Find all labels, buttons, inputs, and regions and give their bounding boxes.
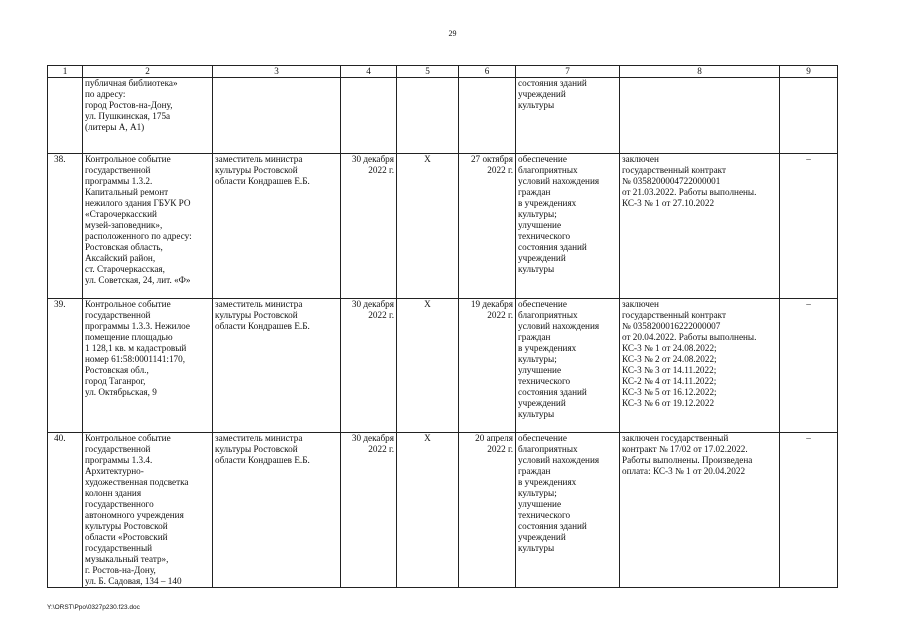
notes-cell: – bbox=[780, 433, 838, 588]
column-header: 9 bbox=[780, 66, 838, 78]
cell-line: Контрольное событие bbox=[85, 299, 171, 309]
cell-line: КС-3 № 3 от 14.11.2022; bbox=[622, 365, 717, 375]
column-header: 8 bbox=[620, 66, 780, 78]
column-header: 2 bbox=[83, 66, 213, 78]
info-cell bbox=[620, 299, 780, 433]
cell-line: Контрольное событие bbox=[85, 154, 171, 164]
cell-line: учреждений bbox=[518, 398, 566, 408]
cell-line: улучшение bbox=[518, 220, 562, 230]
cell-line: 2022 г. bbox=[487, 310, 513, 320]
cell-line: культуры bbox=[518, 409, 555, 419]
row-number-cell: 40. bbox=[48, 433, 83, 588]
event-cell bbox=[83, 154, 213, 299]
cell-line: благоприятных bbox=[518, 310, 578, 320]
cell-line: учреждений bbox=[518, 253, 566, 263]
cell-line: г. Ростов-на-Дону, bbox=[85, 565, 156, 575]
cell-line: КС-3 № 1 от 24.08.2022; bbox=[622, 343, 717, 353]
cell-line: оплата: КС-3 № 1 от 20.04.2022 bbox=[622, 466, 746, 476]
cell-line: (литеры А, А1) bbox=[85, 122, 145, 132]
cell-line: 2022 г. bbox=[368, 310, 394, 320]
cell-line: культуры Ростовской bbox=[215, 165, 298, 175]
cell-line: технического bbox=[518, 510, 571, 520]
cell-line: Ростовская область, bbox=[85, 242, 163, 252]
cell-line: ул. Пушкинская, 175а bbox=[85, 111, 171, 121]
planned-date-cell bbox=[341, 433, 397, 588]
cell-line: колонн здания bbox=[85, 488, 142, 498]
cell-line: государственной bbox=[85, 310, 151, 320]
event-cell bbox=[83, 78, 213, 154]
cell-line: культуры; bbox=[518, 488, 557, 498]
cell-line: государственной bbox=[85, 444, 151, 454]
cell-line: обеспечение bbox=[518, 433, 567, 443]
cell-line: 2022 г. bbox=[487, 444, 513, 454]
cell-line: музыкальный театр», bbox=[85, 554, 169, 564]
cell-line: Ростовская обл., bbox=[85, 365, 149, 375]
row-number-cell: 39. bbox=[48, 299, 83, 433]
cell-line: помещение площадью bbox=[85, 332, 173, 342]
notes-cell: – bbox=[780, 299, 838, 433]
cell-line: программы 1.3.2. bbox=[85, 176, 153, 186]
cell-line: 2022 г. bbox=[368, 165, 394, 175]
cell-line: благоприятных bbox=[518, 165, 578, 175]
actual-date-cell bbox=[459, 299, 516, 433]
cell-line: состояния зданий bbox=[518, 387, 587, 397]
cell-line: КС-3 № 5 от 16.12.2022; bbox=[622, 387, 717, 397]
cell-line: области Кондрашев Е.Б. bbox=[215, 321, 310, 331]
cell-line: культуры bbox=[518, 543, 555, 553]
cell-line: культуры; bbox=[518, 354, 557, 364]
cell-line: от 20.04.2022. Работы выполнены. bbox=[622, 332, 757, 342]
cell-line: в учреждениях bbox=[518, 477, 577, 487]
cell-line: технического bbox=[518, 231, 571, 241]
cell-line: культуры; bbox=[518, 209, 557, 219]
cell-line: 27 октября bbox=[470, 154, 513, 164]
result-cell bbox=[516, 78, 620, 154]
cell-line: ул. Б. Садовая, 134 – 140 bbox=[85, 576, 182, 586]
row-number-cell bbox=[48, 78, 83, 154]
planned-date-cell bbox=[341, 78, 397, 154]
report-table bbox=[47, 65, 838, 588]
cell-line: заместитель министра bbox=[215, 154, 303, 164]
column-header: 5 bbox=[397, 66, 459, 78]
cell-line: государственный bbox=[85, 543, 153, 553]
cell-line: КС-3 № 2 от 24.08.2022; bbox=[622, 354, 717, 364]
cell-line: заместитель министра bbox=[215, 299, 303, 309]
cell-line: КС-2 № 4 от 14.11.2022; bbox=[622, 376, 717, 386]
column-header: 6 bbox=[459, 66, 516, 78]
column-header: 4 bbox=[341, 66, 397, 78]
cell-line: в учреждениях bbox=[518, 343, 577, 353]
cell-line: 30 декабря bbox=[351, 433, 394, 443]
cell-line: учреждений bbox=[518, 532, 566, 542]
responsible-cell bbox=[213, 299, 341, 433]
cell-line: № 0358200016222000007 bbox=[622, 321, 721, 331]
info-cell bbox=[620, 78, 780, 154]
cell-line: технического bbox=[518, 376, 571, 386]
event-cell bbox=[83, 299, 213, 433]
cell-line: области Кондрашев Е.Б. bbox=[215, 176, 310, 186]
cell-line: Контрольное событие bbox=[85, 433, 171, 443]
notes-cell bbox=[780, 78, 838, 154]
responsible-cell bbox=[213, 78, 341, 154]
cell-line: государственный контракт bbox=[622, 310, 727, 320]
cell-line: состояния зданий bbox=[518, 78, 587, 88]
event-cell bbox=[83, 433, 213, 588]
cell-line: обеспечение bbox=[518, 299, 567, 309]
cell-line: автономного учреждения bbox=[85, 510, 184, 520]
cell-line: 2022 г. bbox=[487, 165, 513, 175]
cell-line: состояния зданий bbox=[518, 521, 587, 531]
cell-line: 19 декабря bbox=[470, 299, 513, 309]
info-cell bbox=[620, 433, 780, 588]
cell-line: ст. Старочеркасская, bbox=[85, 264, 165, 274]
cell-line: нежилого здания ГБУК РО bbox=[85, 198, 191, 208]
cell-line: области Кондрашев Е.Б. bbox=[215, 455, 310, 465]
responsible-cell bbox=[213, 433, 341, 588]
cell-line: контракт № 17/02 от 17.02.2022. bbox=[622, 444, 748, 454]
cell-line: культуры Ростовской bbox=[85, 521, 168, 531]
actual-date-cell bbox=[459, 433, 516, 588]
table-row bbox=[48, 299, 838, 433]
cell-line: условий нахождения bbox=[518, 455, 600, 465]
cell-line: улучшение bbox=[518, 499, 562, 509]
notes-cell: – bbox=[780, 154, 838, 299]
cell-line: ул. Советская, 24, лит. «Ф» bbox=[85, 275, 191, 285]
cell-line: государственного bbox=[85, 499, 154, 509]
cell-line: 30 декабря bbox=[351, 154, 394, 164]
cell-line: учреждений bbox=[518, 89, 566, 99]
cell-line: художественная подсветка bbox=[85, 477, 189, 487]
cell-line: номер 61:58:0001141:170, bbox=[85, 354, 186, 364]
planned-date-cell bbox=[341, 154, 397, 299]
cell-line: заместитель министра bbox=[215, 433, 303, 443]
mark-cell: Х bbox=[397, 433, 459, 588]
cell-line: расположенного по адресу: bbox=[85, 231, 192, 241]
cell-line: 30 декабря bbox=[351, 299, 394, 309]
planned-date-cell bbox=[341, 299, 397, 433]
cell-line: граждан bbox=[518, 332, 551, 342]
cell-line: Работы выполнены. Произведена bbox=[622, 455, 753, 465]
cell-line: публичная библиотека» bbox=[85, 78, 178, 88]
cell-line: улучшение bbox=[518, 365, 562, 375]
result-cell bbox=[516, 154, 620, 299]
cell-line: условий нахождения bbox=[518, 176, 600, 186]
mark-cell: Х bbox=[397, 299, 459, 433]
column-header: 3 bbox=[213, 66, 341, 78]
cell-line: 20 апреля bbox=[475, 433, 513, 443]
table-row bbox=[48, 433, 838, 588]
cell-line: 2022 г. bbox=[368, 444, 394, 454]
cell-line: в учреждениях bbox=[518, 198, 577, 208]
cell-line: заключен bbox=[622, 154, 659, 164]
cell-line: город Таганрог, bbox=[85, 376, 146, 386]
cell-line: ул. Октябрьская, 9 bbox=[85, 387, 157, 397]
cell-line: КС-3 № 1 от 27.10.2022 bbox=[622, 198, 715, 208]
cell-line: № 0358200004722000001 bbox=[622, 176, 721, 186]
cell-line: условий нахождения bbox=[518, 321, 600, 331]
cell-line: Архитектурно- bbox=[85, 466, 144, 476]
cell-line: программы 1.3.3. Нежилое bbox=[85, 321, 190, 331]
header-row bbox=[48, 66, 838, 78]
cell-line: культуры bbox=[518, 100, 555, 110]
cell-line: КС-3 № 6 от 19.12.2022 bbox=[622, 398, 715, 408]
cell-line: программы 1.3.4. bbox=[85, 455, 153, 465]
cell-line: по адресу: bbox=[85, 89, 126, 99]
cell-line: состояния зданий bbox=[518, 242, 587, 252]
cell-line: заключен bbox=[622, 299, 659, 309]
actual-date-cell bbox=[459, 154, 516, 299]
cell-line: культуры Ростовской bbox=[215, 310, 298, 320]
cell-line: граждан bbox=[518, 466, 551, 476]
table-body bbox=[48, 78, 838, 588]
cell-line: культуры Ростовской bbox=[215, 444, 298, 454]
page-number: 29 bbox=[448, 29, 457, 38]
cell-line: музей-заповедник», bbox=[85, 220, 163, 230]
cell-line: город Ростов-на-Дону, bbox=[85, 100, 173, 110]
column-header: 1 bbox=[48, 66, 83, 78]
footer-file-path: Y:\ORST\Ppo\0327p230.f23.doc bbox=[47, 604, 140, 611]
cell-line: области «Ростовский bbox=[85, 532, 168, 542]
cell-line: государственной bbox=[85, 165, 151, 175]
row-number-cell: 38. bbox=[48, 154, 83, 299]
cell-line: 1 128,1 кв. м кадастровый bbox=[85, 343, 187, 353]
cell-line: государственный контракт bbox=[622, 165, 727, 175]
result-cell bbox=[516, 299, 620, 433]
cell-line: заключен государственный bbox=[622, 433, 729, 443]
cell-line: Капитальный ремонт bbox=[85, 187, 169, 197]
responsible-cell bbox=[213, 154, 341, 299]
actual-date-cell bbox=[459, 78, 516, 154]
cell-line: благоприятных bbox=[518, 444, 578, 454]
cell-line: обеспечение bbox=[518, 154, 567, 164]
cell-line: от 21.03.2022. Работы выполнены. bbox=[622, 187, 757, 197]
cell-line: «Старочеркасский bbox=[85, 209, 157, 219]
column-header: 7 bbox=[516, 66, 620, 78]
result-cell bbox=[516, 433, 620, 588]
mark-cell: Х bbox=[397, 154, 459, 299]
cell-line: Аксайский район, bbox=[85, 253, 156, 263]
cell-line: культуры bbox=[518, 264, 555, 274]
table-row bbox=[48, 78, 838, 154]
info-cell bbox=[620, 154, 780, 299]
table-row bbox=[48, 154, 838, 299]
cell-line: граждан bbox=[518, 187, 551, 197]
mark-cell bbox=[397, 78, 459, 154]
